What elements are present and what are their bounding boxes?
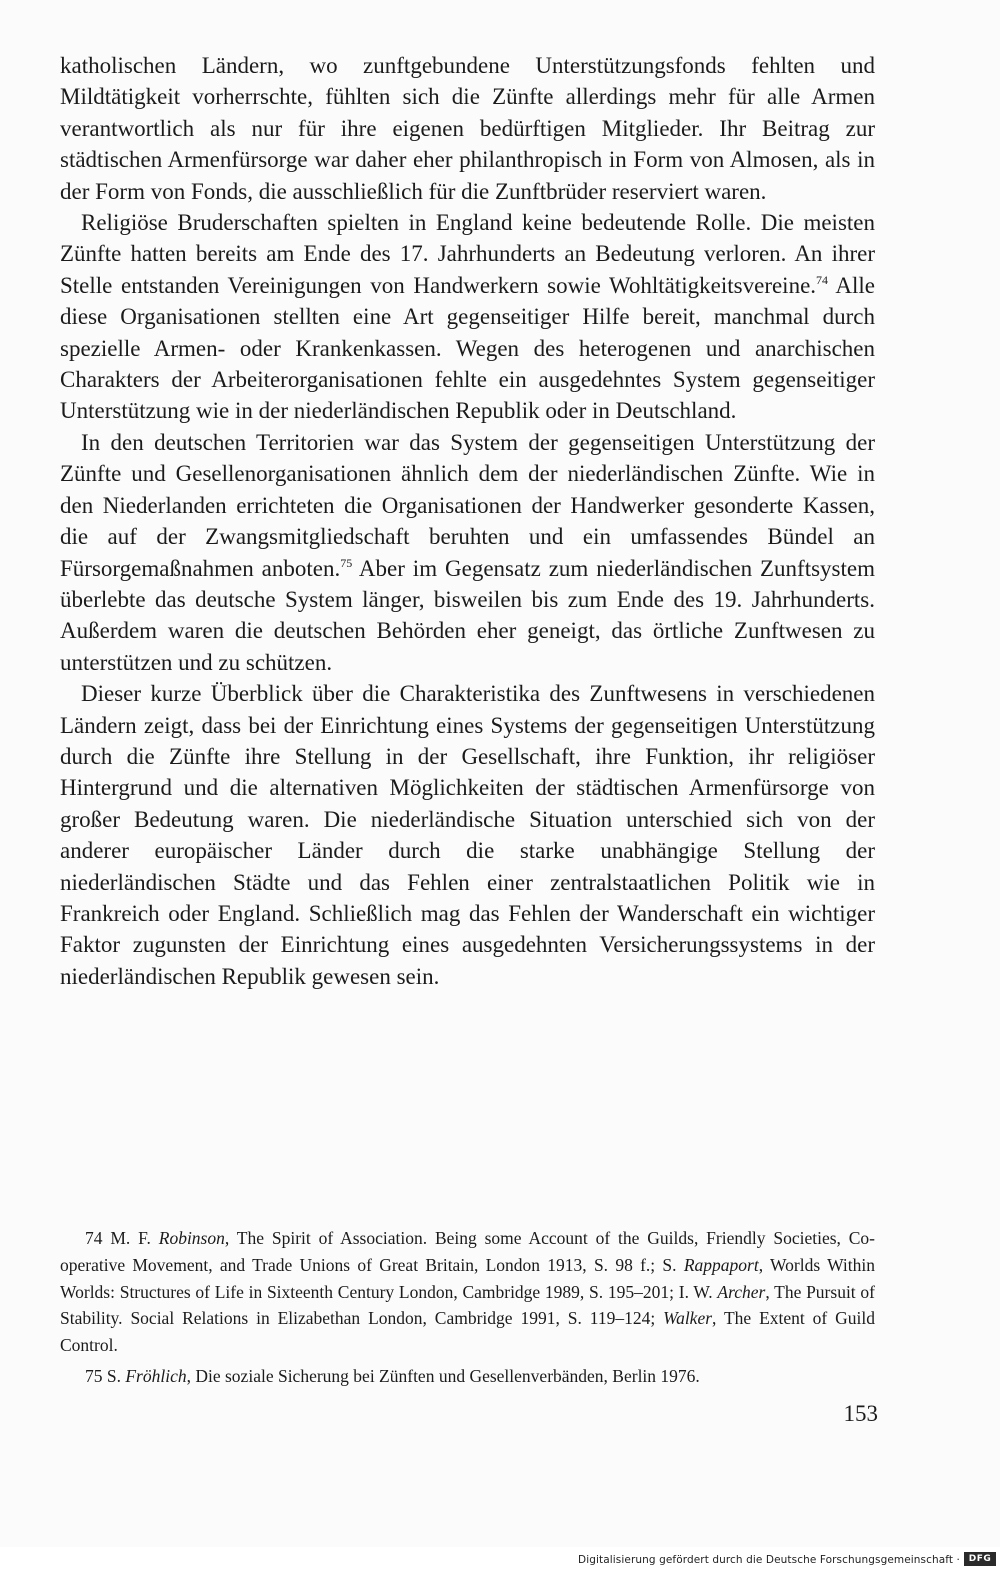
main-text — [60, 50, 875, 992]
paragraph-4: Dieser kurze Überblick über die Charakteristika des Zunftwesens in verschiedenen Ländern zeigt, dass bei der Einrichtung eines Systems der gegenseitigen Unterstützung durch die Zünfte ihre Stellung in der Gesellschaft, ihre Funktion, ihr religiöser Hintergrund und die alternativen Möglichkeiten der städtischen Armenfürsorge von großer Bedeutung waren. Die niederländische Situation unterschied sich von der anderer europäischer Länder durch die starke unabhängige Stellung der niederländischen Städte und das Fehlen einer zentralstaatlichen Politik wie in Frankreich oder England. Schließlich mag das Fehlen der Wanderschaft ein wichtiger Faktor zugunsten der Einrichtung eines ausgedehnten Versicherungssystems in der niederländischen Republik gewesen sein. — [60, 681, 875, 989]
footnote-number: 75 — [85, 1365, 103, 1386]
footer-credit-text: Digitalisierung gefördert durch die Deutsche Forschungsgemeinschaft · — [578, 1554, 960, 1566]
footnotes — [60, 1225, 875, 1390]
footnote-author: Fröhlich — [125, 1365, 187, 1386]
paragraph-3-part-a: In den deutschen Territorien war das System der gegenseitigen Unterstützung der Zünfte und Gesellenorganisationen ähnlich dem der niederländischen Zünfte. Wie in den Niederlanden errichteten die Organisationen der Handwerker gesonderte Kassen, die auf der Zwangsmitgliedschaft beruhten und ein umfassendes Bündel an Fürsorgemaßnahmen anboten. — [60, 429, 875, 581]
footnote-text: , The Extent of Guild Control. — [60, 1308, 876, 1356]
paragraph-3-part-b: Aber im Gegensatz zum niederländischen Zunftsystem überlebte das deutsche System länger, bisweilen bis zum Ende des 19. Jahrhunderts. Außerdem waren die deutschen Behörden eher geneigt, das örtliche Zunftwesen zu unterstützen und zu schützen. — [60, 555, 875, 675]
paragraph-1: katholischen Ländern, wo zunftgebundene Unterstützungsfonds fehlten und Mildtätigkeit vorherrschte, fühlten sich die Zünfte allerdings mehr für alle Armen verantwortlich als nur für ihre eigenen bedürftigen Mitglieder. Ihr Beitrag zur städtischen Armenfürsorge war daher eher philanthropisch in Form von Almosen, als in der Form von Fonds, die ausschließlich für die Zunftbrüder reserviert waren. — [60, 53, 875, 204]
paragraph-2 — [60, 207, 875, 427]
footnote-ref-74[interactable]: 74 — [816, 272, 829, 287]
paragraph-3 — [60, 427, 875, 678]
footnote-text: , The Pursuit of Stability. Social Relations in Elizabethan London, Cambridge 1991, S. 119–124; — [60, 1281, 875, 1329]
footnote-text: , Die soziale Sicherung bei Zünften und Gesellenverbänden, Berlin 1976. — [186, 1365, 700, 1386]
footnote-number: 74 — [85, 1228, 103, 1248]
digitization-footer — [0, 1547, 1000, 1569]
footnote-75 — [60, 1363, 875, 1390]
footnote-author: Robinson — [158, 1228, 225, 1248]
footnote-author: Walker — [663, 1308, 713, 1329]
footnote-author: Rappaport — [683, 1254, 759, 1275]
paragraph-2-part-a: Religiöse Bruderschaften spielten in England keine bedeutende Rolle. Die meisten Zünfte hatten bereits am Ende des 17. Jahrhunderts an Bedeutung verloren. An ihrer Stelle entstanden Vereinigungen von Handwerkern sowie Wohltätigkeitsvereine. — [60, 210, 875, 298]
footnote-text: S. — [106, 1365, 126, 1386]
footnote-text: , The Spirit of Association. Being some Account of the Guilds, Friendly Societies, Co-operative Movement, and Trade Unions of Great Britain, London 1913, S. 98 f.; S. — [60, 1228, 876, 1275]
footnote-text: , Worlds Within Worlds: Structures of Life in Sixteenth Century London, Cambridge 1989, S. 195–201; I. W. — [60, 1254, 875, 1302]
paragraph-2-part-b: Alle diese Organisationen stellten eine Art gegenseitiger Hilfe bereit, manchmal durch spezielle Armen- oder Krankenkassen. Wegen des heterogenen und anarchischen Charakters der Arbeiterorganisationen fehlte ein ausgedehntes System gegenseitiger Unterstützung wie in der niederländischen Republik oder in Deutschland. — [60, 272, 875, 424]
page-number: 153 — [843, 1401, 878, 1426]
footnote-author: Archer — [717, 1281, 766, 1302]
footnote-text: M. F. — [110, 1228, 159, 1248]
dfg-logo: DFG — [964, 1552, 996, 1566]
footnote-ref-75[interactable]: 75 — [340, 555, 353, 570]
footnote-74 — [60, 1225, 875, 1359]
